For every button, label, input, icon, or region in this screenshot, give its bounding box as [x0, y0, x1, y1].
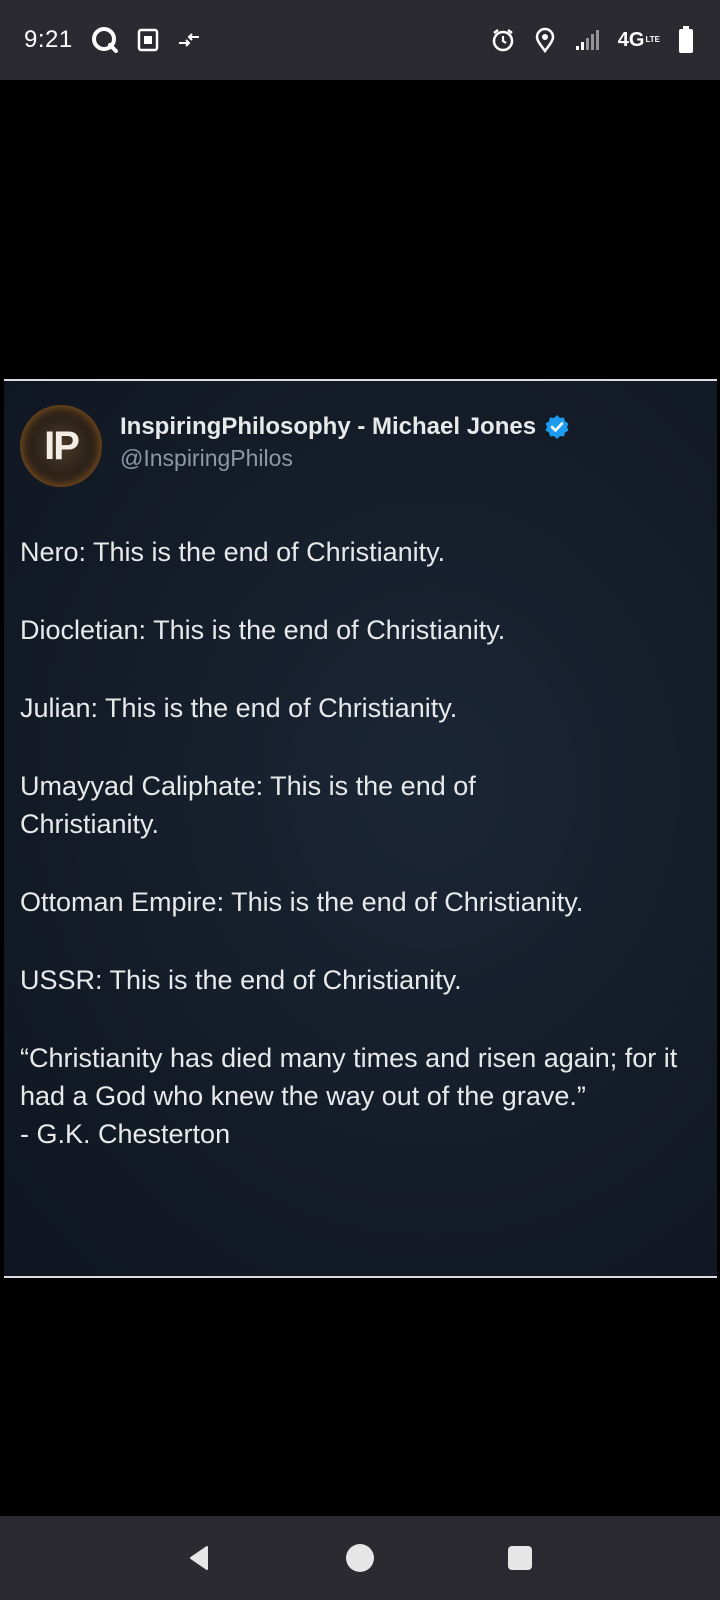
tweet-line: Nero: This is the end of Christianity. [20, 537, 446, 567]
status-left [24, 26, 201, 54]
tweet-quote: “Christianity has died many times and risen again; for it had a God who knew the way out of the grave.” [20, 1043, 678, 1111]
tweet-attribution: - G.K. Chesterton [20, 1119, 231, 1149]
verified-badge-icon [544, 414, 570, 440]
data-transfer-icon [177, 30, 201, 50]
recents-icon [506, 1544, 534, 1572]
display-name: InspiringPhilosophy - Michael Jones [120, 412, 537, 440]
author-info [120, 413, 570, 472]
network-type [618, 29, 660, 52]
back-icon [185, 1543, 215, 1573]
app-notification-icon [91, 26, 119, 54]
status-bar [0, 0, 720, 80]
battery-icon [678, 26, 694, 54]
avatar [20, 405, 102, 487]
media-icon [137, 28, 159, 52]
handle: @InspiringPhilos [120, 444, 293, 471]
author-line [120, 413, 570, 441]
back-button[interactable] [180, 1538, 220, 1578]
tweet-line: Ottoman Empire: This is the end of Christianity. [20, 887, 584, 917]
tweet-line: Julian: This is the end of Christianity. [20, 693, 458, 723]
tweet-header [20, 405, 570, 487]
status-time: 9:21 [24, 26, 73, 53]
avatar-text: IP [44, 423, 78, 468]
status-right [490, 26, 694, 54]
location-icon [534, 27, 556, 53]
home-icon [344, 1542, 376, 1574]
navigation-bar [0, 1516, 720, 1600]
tweet-body [20, 533, 700, 1153]
tweet-image [4, 379, 717, 1278]
image-viewer[interactable] [0, 80, 720, 1516]
network-sup: LTE [645, 35, 660, 44]
alarm-icon [490, 27, 516, 53]
recents-button[interactable] [500, 1538, 540, 1578]
home-button[interactable] [340, 1538, 380, 1578]
tweet-line: USSR: This is the end of Christianity. [20, 965, 462, 995]
signal-icon [574, 28, 600, 52]
network-type-label: 4G [617, 28, 645, 51]
tweet-line: Diocletian: This is the end of Christianity. [20, 615, 506, 645]
tweet-line: Umayyad Caliphate: This is the end of Christianity. [20, 771, 476, 839]
